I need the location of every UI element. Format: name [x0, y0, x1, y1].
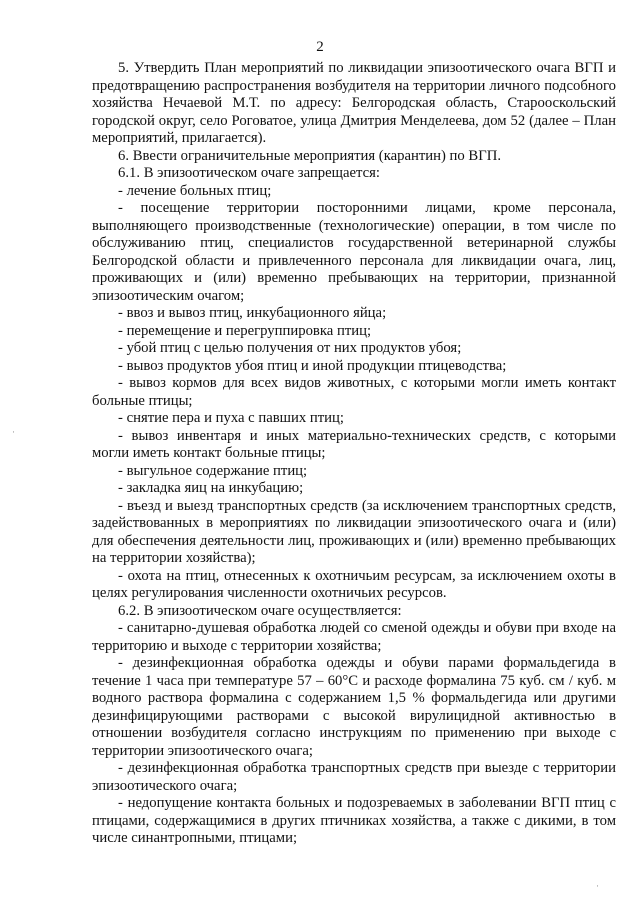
document-body — [92, 60, 616, 848]
list-item: - охота на птиц, отнесенных к охотничьим ресурсам, за исключением охоты в целях регулирования численности охотничьих ресурсов. — [92, 567, 616, 601]
list-item: - перемещение и перегруппировка птиц; — [118, 322, 372, 339]
list-item: - дезинфекционная обработка транспортных средств при выезде с территории эпизоотического очага; — [92, 760, 616, 794]
paragraph: 6. Ввести ограничительные мероприятия (карантин) по ВГП. — [118, 147, 501, 164]
list-item: - вывоз кормов для всех видов животных, с которыми могли иметь контакт больные птицы; — [92, 375, 616, 409]
list-item: - закладка яиц на инкубацию; — [118, 480, 304, 496]
list-item: - снятие пера и пуха с павших птиц; — [118, 410, 344, 426]
list-item: - въезд и выезд транспортных средств (за исключением транспортных средств, задействованных в мероприятиях по ликвидации эпизоотического очага и (или) для обеспечения деятельности лиц, проживающих и (или) временно пребывающих на территории хозяйства); — [92, 497, 616, 566]
scan-speck: · — [596, 881, 599, 891]
list-item: - вывоз продуктов убоя птиц и иной продукции птицеводства; — [118, 357, 507, 374]
list-item: - лечение больных птиц; — [118, 182, 272, 199]
list-item: - вывоз инвентаря и иных материально-технических средств, с которыми могли иметь контакт больные птицы; — [92, 427, 616, 461]
list-item: - ввоз и вывоз птиц, инкубационного яйца; — [118, 305, 387, 321]
list-item: - выгульное содержание птиц; — [118, 462, 308, 479]
scan-speck: · — [12, 427, 15, 437]
list-item: - недопущение контакта больных и подозреваемых в заболевании ВГП птиц с птицами, содержащимися в других птичниках хозяйства, а также с дикими, в том числе синантропными, птицами; — [92, 795, 616, 846]
list-item: - убой птиц с целью получения от них продуктов убоя; — [118, 340, 462, 356]
list-item: - дезинфекционная обработка одежды и обуви парами формальдегида в течение 1 часа при температуре 57 – 60°С и расходе формалина 75 куб. см / куб. м водного раствора формалина с содержанием 1,5 % формальдегида или другими дезинфицирующими растворами с высокой вирулицидной активностью в отношении возбудителя согласно инструкциям по применению при выходе с территории эпизоотического очага; — [92, 655, 616, 759]
list-item: - санитарно-душевая обработка людей со сменой одежды и обуви при входе на территорию и выходе с территории хозяйства; — [92, 620, 616, 654]
paragraph: 6.2. В эпизоотическом очаге осуществляется: — [118, 602, 402, 619]
paragraph: 6.1. В эпизоотическом очаге запрещается: — [118, 165, 380, 181]
paragraph: 5. Утвердить План мероприятий по ликвидации эпизоотического очага ВГП и предотвращению распространения возбудителя на территории личного подсобного хозяйства Нечаевой М.Т. по адресу: Белгородская область, Старооскольский городской округ, село Роговатое, улица Дмитрия Менделеева, дом 52 (далее – План мероприятий, прилагается). — [92, 60, 616, 146]
page-number: 2 — [316, 39, 324, 55]
list-item: - посещение территории посторонними лицами, кроме персонала, выполняющего производственные (технологические) операции, в том числе по обслуживанию птиц, специалистов государственной ветеринарной службы Белгородской области и привлеченного персонала для ликвидации очага, лиц, проживающих и (или) временно пребывающих на территории, признанной эпизоотическим очагом; — [92, 200, 616, 304]
